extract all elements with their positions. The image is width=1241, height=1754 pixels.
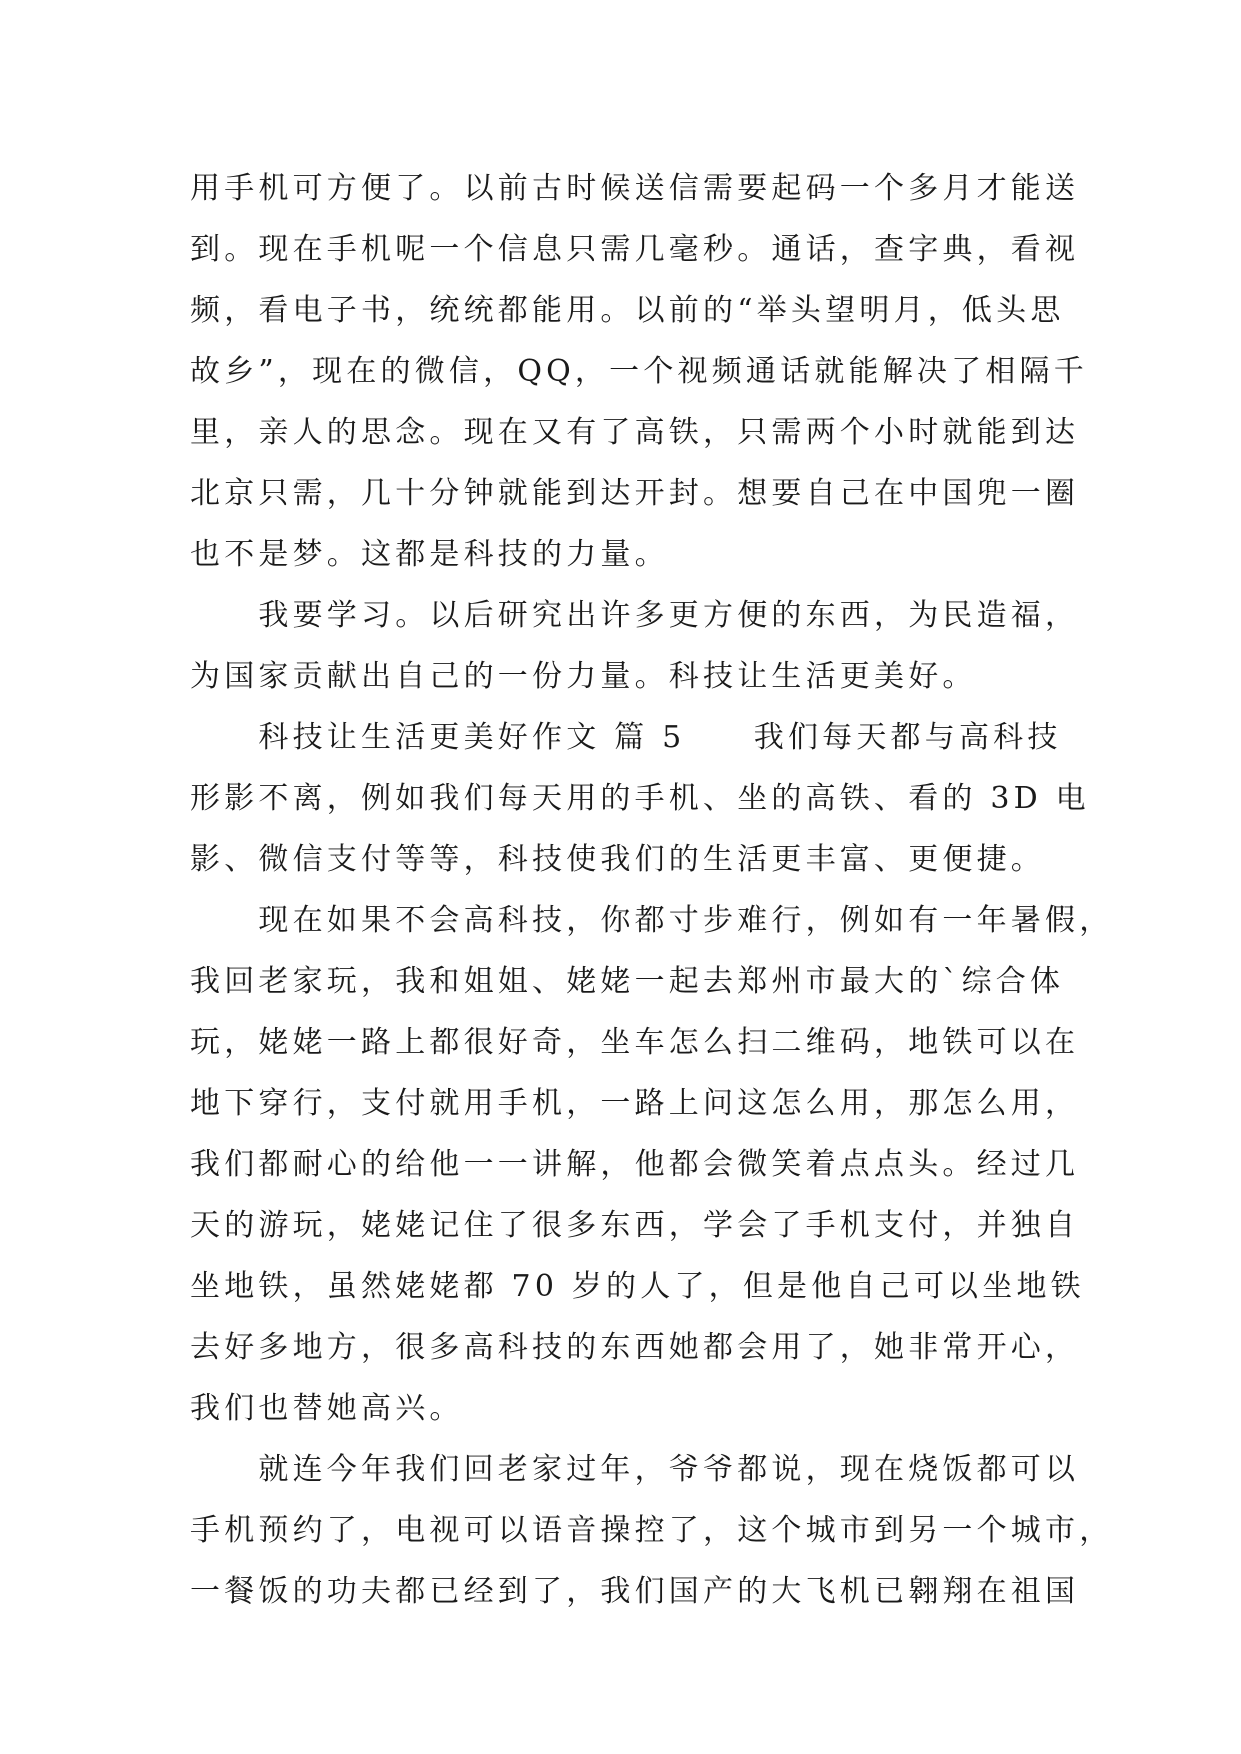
text-line: 到。现在手机呢一个信息只需几毫秒。通话，查字典，看视 (190, 232, 1080, 267)
text-line: 影、微信支付等等，科技使我们的生活更丰富、更便捷。 (190, 842, 1045, 877)
text-line: 用手机可方便了。以前古时候送信需要起码一个多月才能送 (190, 171, 1080, 206)
section-heading-line: 科技让生活更美好作文 篇 5 我们每天都与高科技 (190, 720, 1062, 755)
text-line: 形影不离，例如我们每天用的手机、坐的高铁、看的 3D 电 (190, 781, 1090, 816)
text-line: 北京只需，几十分钟就能到达开封。想要自己在中国兜一圈 (190, 476, 1080, 511)
text-line: 一餐饭的功夫都已经到了，我们国产的大飞机已翱翔在祖国 (190, 1574, 1080, 1609)
text-line: 我要学习。以后研究出许多更方便的东西，为民造福， (190, 598, 1080, 633)
text-line: 玩，姥姥一路上都很好奇，坐车怎么扫二维码，地铁可以在 (190, 1025, 1080, 1060)
text-line: 故乡”，现在的微信，QQ，一个视频通话就能解决了相隔千 (190, 354, 1088, 389)
text-line: 为国家贡献出自己的一份力量。科技让生活更美好。 (190, 659, 977, 694)
text-line: 也不是梦。这都是科技的力量。 (190, 537, 669, 572)
text-line: 坐地铁，虽然姥姥都 70 岁的人了，但是他自己可以坐地铁 (190, 1269, 1085, 1304)
text-line: 就连今年我们回老家过年，爷爷都说，现在烧饭都可以 (190, 1452, 1080, 1487)
text-line: 我们也替她高兴。 (190, 1391, 464, 1426)
text-line: 天的游玩，姥姥记住了很多东西，学会了手机支付，并独自 (190, 1208, 1080, 1243)
text-line: 去好多地方，很多高科技的东西她都会用了，她非常开心， (190, 1330, 1080, 1365)
text-line: 里，亲人的思念。现在又有了高铁，只需两个小时就能到达 (190, 415, 1080, 450)
essay-body (190, 158, 1114, 1622)
text-line: 地下穿行，支付就用手机，一路上问这怎么用，那怎么用， (190, 1086, 1080, 1121)
text-line: 我们都耐心的给他一一讲解，他都会微笑着点点头。经过几 (190, 1147, 1080, 1182)
text-line: 手机预约了，电视可以语音操控了，这个城市到另一个城市， (190, 1513, 1114, 1548)
text-line: 我回老家玩，我和姐姐、姥姥一起去郑州市最大的`综合体 (190, 964, 1065, 999)
text-line: 现在如果不会高科技，你都寸步难行，例如有一年暑假， (190, 903, 1114, 938)
text-line: 频，看电子书，统统都能用。以前的“举头望明月，低头思 (190, 293, 1065, 328)
